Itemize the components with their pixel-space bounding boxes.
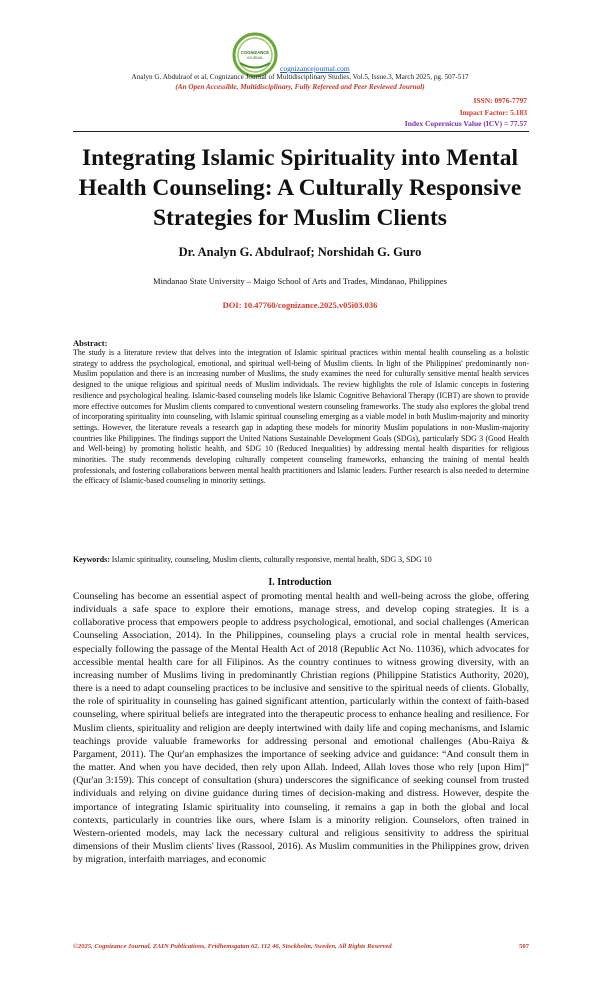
keywords-list: Islamic spirituality, counseling, Muslim clients, culturally responsive, mental health, SDG 3, SDG 10 [109,555,432,564]
page-number: 507 [519,943,529,950]
keywords-label: Keywords: [73,555,110,564]
footer-copyright: ©2025, Cognizance Journal, ZAIN Publications, Fridhemsgatan 62, 112 46, Stockholm, Sweden, All Rights Reserved [73,943,392,950]
abstract-heading: Abstract: [73,338,108,348]
icv-value: Index Copernicus Value (ICV) = 77.57 [404,119,527,128]
svg-text:COGNIZANCE: COGNIZANCE [240,50,270,55]
header-divider [73,131,529,132]
open-access-note: (An Open Accessible, Multidisciplinary, Fully Refereed and Peer Reviewed Journal) [175,83,425,91]
keywords [73,555,529,566]
paper-title: Integrating Islamic Spirituality into Mental Health Counseling: A Culturally Responsive Strategies for Muslim Clients [78,145,522,231]
issn: ISSN: 0976-7797 [473,96,527,105]
svg-text:JOURNAL: JOURNAL [246,56,264,60]
page-footer [73,943,529,950]
journal-citation: Analyn G. Abdulraof et al, Cognizance Journal of Multidisciplinary Studies, Vol.5, Issue.3, March 2025, pg. 507-517 [131,73,469,81]
journal-site-link[interactable]: cognizancejournal.com [280,64,350,73]
journal-logo-icon [232,32,278,78]
introduction-text: Counseling has become an essential aspect of promoting mental health and well-being across the globe, offering individuals a safe space to explore their emotions, manage stress, and develop coping strategies. It is a collaborative process that empowers people to address psychological, emotional, and social challenges (American Counseling Association, 2014). In the Philippines, counseling plays a crucial role in mental health services, especially following the passage of the Mental Health Act of 2018 (Republic Act No. 11036), which advocates for accessible mental health care for all Filipinos. As the country continues to witness growing diversity, with an increasing number of Muslims living in predominantly Christian regions (Philippine Statistics Authority, 2020), there is a need to adapt counseling practices to be inclusive and sensitive to the spiritual needs of clients. Globally, the role of spirituality in counseling has gained significant attention, particularly within the context of faith-based counseling, where spiritual beliefs are integrated into the therapeutic process to enhance healing and resilience. For Muslim clients, spirituality and religion are deeply intertwined with daily life and coping mechanisms, and Islamic teachings provide valuable frameworks for addressing personal and emotional challenges (Abu-Raiya & Pargament, 2011). The Qur'an emphasizes the importance of seeking advice and guidance: “And consult them in the matter. And when you have decided, then rely upon Allah. Indeed, Allah loves those who rely [upon Him]” (Qur'an 3:159). This concept of consultation (shura) underscores the significance of seeking counsel from trusted individuals and relying on divine guidance during times of decision-making and distress. However, despite the importance of integrating Islamic spirituality into counseling, it remains a gap in both the global and local contexts, particularly in countries like ours, where Islam is a minority religion. Counselors, often trained in Western-oriented models, may lack the necessary cultural and religious sensitivity to address the spiritual dimensions of their Muslim clients' lives (Rassool, 2016). As Muslim communities in the Philippines grow, driven by migration, interfaith marriages, and economic [73,591,529,866]
author-affiliation: Mindanao State University – Maigo School of Arts and Trades, Mindanao, Philippines [153,276,447,286]
abstract-text: The study is a literature review that delves into the integration of Islamic spiritual practices within mental health counseling as a holistic strategy to address the psychological, emotional, and spiritual well-being of Muslim clients. In light of the Philippines' predominantly non-Muslim population and there is an increasing number of Muslims, the study examines the need for culturally sensitive mental health services designed to the unique religious and spiritual needs of Muslim individuals. The review highlights the role of Islamic concepts in fostering resilience and psychological healing. Islamic-based counseling models like Islamic Cognitive Behavioral Therapy (ICBT) are shown to provide more effective outcomes for Muslim clients compared to conventional western counseling frameworks. The study also explores the global trend of incorporating spirituality into counseling, with Islamic spiritual counseling emerging as a viable model in both Muslim-majority and minority settings. However, the literature reveals a research gap in adapting these models for minority Muslim populations in non-Muslim-majority countries like Philippines. The findings support the United Nations Sustainable Development Goals (SDGs), particularly SDG 3 (Good Health and Well-being) by promoting holistic health, and SDG 10 (Reduced Inequalities) by addressing mental health disparities for religious minorities. The study recommends developing culturally competent counseling frameworks, enhancing the training of mental health professionals, and fostering collaborations between mental health practitioners and Islamic leaders. Further research is also needed to determine the efficacy of Islamic-based counseling in minority settings. [73,348,529,486]
section-heading-introduction: I. Introduction [268,577,332,588]
paper-authors: Dr. Analyn G. Abdulraof; Norshidah G. Guro [178,245,422,259]
impact-factor: Impact Factor: 5.183 [459,108,527,117]
paper-doi[interactable]: DOI: 10.47760/cognizance.2025.v05i03.036 [222,300,378,310]
